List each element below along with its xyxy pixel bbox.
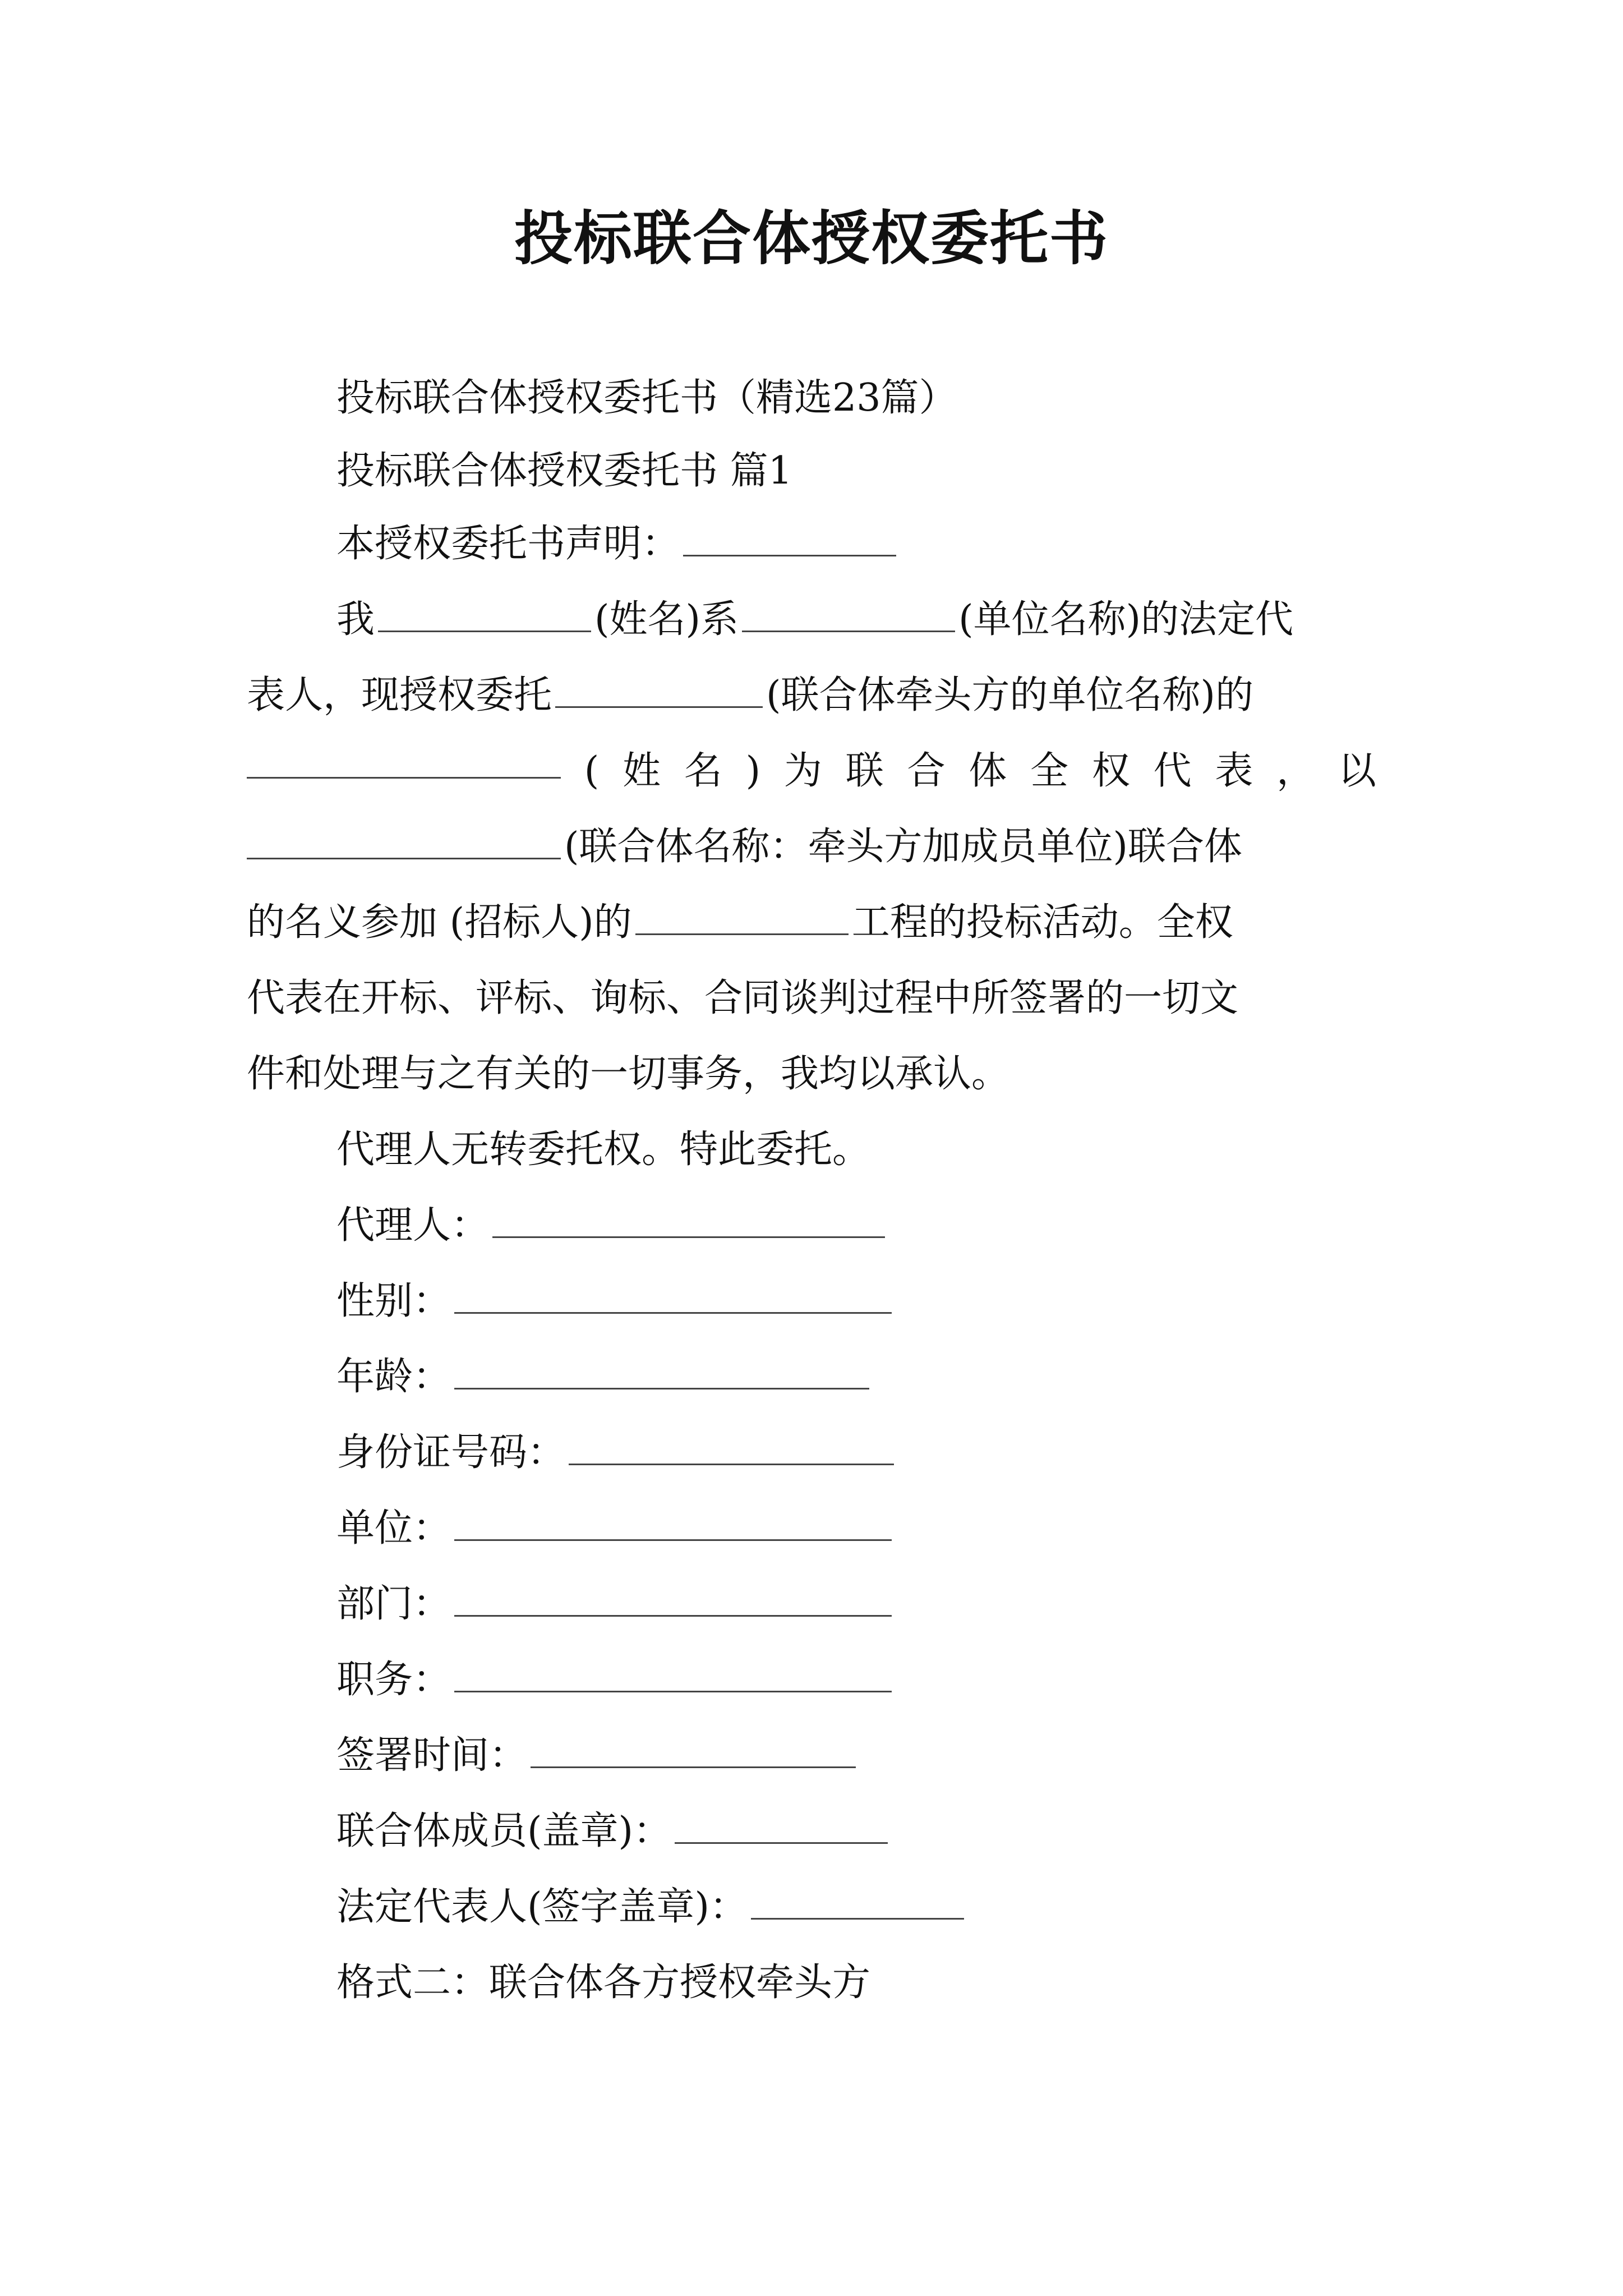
- field-blank: [454, 1657, 892, 1692]
- field-label: 部门：: [336, 1582, 451, 1626]
- text-char: ，: [1276, 749, 1315, 793]
- field-label: 身份证号码：: [336, 1430, 566, 1475]
- field-unit: [336, 1501, 895, 1557]
- text-fragment: 的名义参加 (招标人)的: [247, 900, 632, 945]
- field-legal-rep: [336, 1879, 967, 1935]
- text-char: 代: [1153, 749, 1192, 793]
- field-blank: [454, 1278, 892, 1314]
- field-label: 法定代表人(签字盖章)：: [336, 1885, 748, 1929]
- text-fragment: (联合体名称：牵头方加成员单位)联合体: [564, 825, 1243, 869]
- declaration-label: 本授权委托书声明：: [336, 522, 680, 566]
- subtitle: 投标联合体授权委托书（精选23篇）: [336, 376, 957, 420]
- field-label: 职务：: [336, 1658, 451, 1702]
- field-label: 年龄：: [336, 1355, 451, 1399]
- lead-unit-blank: [555, 673, 763, 708]
- consortium-name-blank: [247, 824, 561, 859]
- field-blank: [492, 1203, 885, 1238]
- paragraph-line-3: [247, 743, 1376, 799]
- declaration-line: [336, 516, 900, 572]
- document-title: 投标联合体授权委托书: [514, 204, 1109, 273]
- text-char: 权: [1091, 749, 1130, 793]
- paragraph-line-6: 代表在开标、评标、询标、合同谈判过程中所签署的一切文: [247, 976, 1239, 1020]
- paragraph-line-5: [247, 895, 1233, 951]
- section-heading: 投标联合体授权委托书 篇1: [336, 449, 792, 493]
- text-char: 体: [969, 749, 1007, 793]
- text-char: 合: [907, 749, 946, 793]
- name-blank: [378, 597, 591, 632]
- project-blank: [635, 900, 849, 935]
- text-char: 全: [1030, 749, 1069, 793]
- text-char: (: [584, 749, 600, 793]
- field-age: [336, 1349, 873, 1405]
- text-char: 以: [1338, 749, 1376, 793]
- unit-name-blank: [742, 597, 955, 632]
- field-blank: [569, 1430, 894, 1465]
- field-position: [336, 1652, 895, 1708]
- paragraph-line-2: [247, 668, 1253, 724]
- field-blank: [454, 1506, 892, 1541]
- text-fragment: (单位名称)的法定代: [958, 597, 1294, 642]
- field-label: 单位：: [336, 1506, 451, 1550]
- text-char: ): [745, 749, 761, 793]
- text-char: 名: [684, 749, 722, 793]
- field-blank: [454, 1581, 892, 1617]
- text-fragment: (姓名)系: [594, 597, 739, 642]
- paragraph-line-8: 代理人无转委托权。特此委托。: [336, 1128, 871, 1172]
- field-gender: [336, 1273, 895, 1329]
- field-blank: [454, 1354, 869, 1389]
- text-fragment: 我: [336, 597, 375, 642]
- text-fragment: (联合体牵头方的单位名称)的: [766, 673, 1254, 717]
- text-fragment: 工程的投标活动。全权: [851, 900, 1233, 945]
- field-label: 联合体成员(盖章)：: [336, 1809, 672, 1853]
- field-department: [336, 1576, 895, 1632]
- format-two-heading: 格式二：联合体各方授权牵头方: [336, 1961, 871, 2005]
- field-member-seal: [336, 1803, 891, 1860]
- text-fragment: 表人，现授权委托: [247, 673, 552, 717]
- rep-name-blank: [247, 743, 561, 779]
- paragraph-line-1: [336, 592, 1293, 648]
- paragraph-line-7: 件和处理与之有关的一切事务，我均以承认。: [247, 1052, 1010, 1096]
- field-sign-time: [336, 1728, 859, 1784]
- field-blank: [751, 1884, 964, 1920]
- paragraph-line-4: [247, 819, 1242, 875]
- field-blank: [675, 1809, 888, 1844]
- field-label: 代理人：: [336, 1203, 490, 1248]
- text-char: 表: [1215, 749, 1253, 793]
- field-id-number: [336, 1425, 897, 1481]
- field-agent: [336, 1198, 888, 1254]
- text-char: 姓: [623, 749, 661, 793]
- field-blank: [531, 1733, 856, 1768]
- field-label: 性别：: [336, 1279, 451, 1323]
- text-char: 联: [845, 749, 884, 793]
- field-label: 签署时间：: [336, 1733, 528, 1778]
- text-char: 为: [783, 749, 822, 793]
- declaration-blank: [683, 521, 896, 556]
